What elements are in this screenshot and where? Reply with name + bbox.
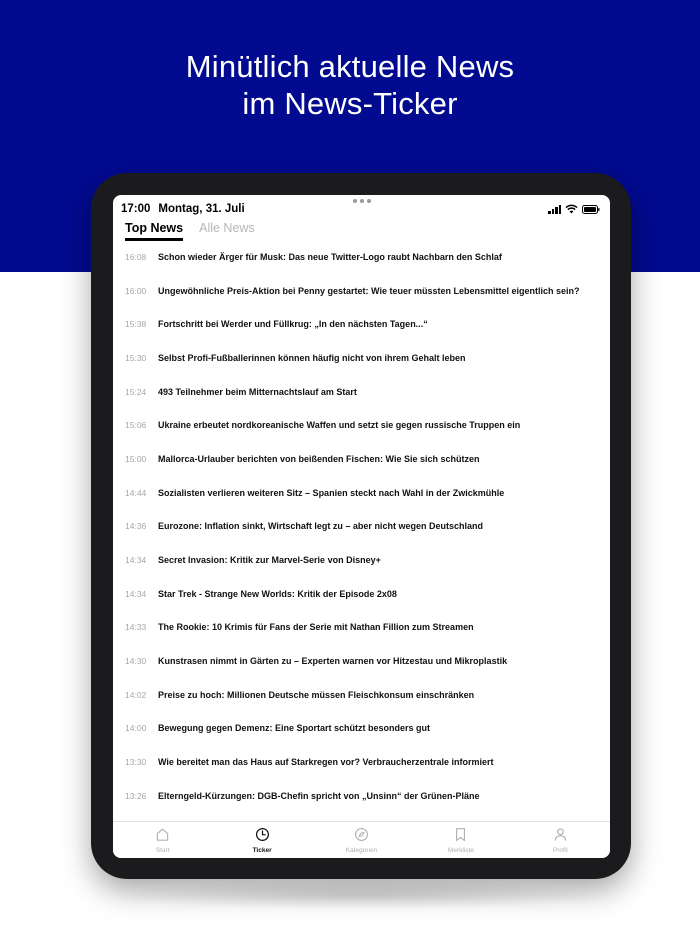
news-item[interactable] xyxy=(113,341,610,375)
news-list xyxy=(113,240,610,813)
news-item[interactable] xyxy=(113,678,610,712)
bookmark-icon xyxy=(453,827,468,842)
compass-icon xyxy=(354,827,369,842)
news-item[interactable] xyxy=(113,442,610,476)
tabbar-item-start[interactable] xyxy=(113,822,212,858)
tab-top-news[interactable]: Top News xyxy=(125,221,183,241)
news-time: 14:33 xyxy=(125,622,147,633)
tabbar-item-ticker[interactable] xyxy=(212,822,311,858)
news-time: 15:38 xyxy=(125,319,147,330)
news-item[interactable] xyxy=(113,307,610,341)
news-item[interactable] xyxy=(113,408,610,442)
news-item[interactable] xyxy=(113,779,610,813)
headline xyxy=(0,48,700,122)
headline-line-1: Minütlich aktuelle News xyxy=(185,49,515,84)
news-item[interactable] xyxy=(113,240,610,274)
tabbar-item-merkliste[interactable] xyxy=(411,822,510,858)
device-shadow xyxy=(110,880,610,910)
app-screen xyxy=(113,195,610,858)
news-time: 15:24 xyxy=(125,386,147,397)
news-tabs xyxy=(125,221,255,241)
bottom-tab-bar xyxy=(113,821,610,858)
news-title: The Rookie: 10 Krimis für Fans der Serie mit Nathan Fillion zum Streamen xyxy=(158,622,474,633)
news-title: Selbst Profi-Fußballerinnen können häufig nicht von ihrem Gehalt leben xyxy=(158,352,466,363)
news-title: 493 Teilnehmer beim Mitternachtslauf am Start xyxy=(158,386,357,397)
news-time: 16:08 xyxy=(125,251,147,262)
news-item[interactable] xyxy=(113,543,610,577)
tabbar-label: Start xyxy=(155,847,170,854)
news-title: Mallorca-Urlauber berichten von beißenden Fischen: Wie Sie sich schützen xyxy=(158,453,480,464)
news-item[interactable] xyxy=(113,611,610,645)
news-time: 14:34 xyxy=(125,588,147,599)
news-title: Secret Invasion: Kritik zur Marvel-Serie von Disney+ xyxy=(158,555,381,566)
news-title: Schon wieder Ärger für Musk: Das neue Twitter-Logo raubt Nachbarn den Schlaf xyxy=(158,251,502,262)
tabbar-item-kategorien[interactable] xyxy=(312,822,411,858)
tabbar-label: Kategorien xyxy=(345,847,378,854)
tab-alle-news[interactable]: Alle News xyxy=(199,221,255,235)
tabbar-label: Profil xyxy=(552,847,568,854)
news-title: Eurozone: Inflation sinkt, Wirtschaft legt zu – aber nicht wegen Deutschland xyxy=(158,521,483,532)
news-title: Kunstrasen nimmt in Gärten zu – Experten warnen vor Hitzestau und Mikroplastik xyxy=(158,656,508,667)
news-title: Bewegung gegen Demenz: Eine Sportart schützt besonders gut xyxy=(158,723,431,734)
status-time: 17:00 xyxy=(121,203,151,215)
news-title: Elterngeld-Kürzungen: DGB-Chefin spricht von „Unsinn“ der Grünen-Pläne xyxy=(158,790,480,801)
news-title: Ungewöhnliche Preis-Aktion bei Penny gestartet: Wie teuer müssten Lebensmittel eigentlich sein? xyxy=(158,285,580,296)
news-time: 14:36 xyxy=(125,521,147,532)
news-title: Ukraine erbeutet nordkoreanische Waffen und setzt sie gegen russische Truppen ein xyxy=(158,420,521,431)
battery-icon xyxy=(582,205,600,214)
news-time: 15:00 xyxy=(125,453,147,464)
status-bar xyxy=(121,202,600,216)
tabbar-label: Merkliste xyxy=(447,847,474,854)
tabbar-item-profil[interactable] xyxy=(511,822,610,858)
person-icon xyxy=(553,827,568,842)
news-title: Fortschritt bei Werder und Füllkrug: „In den nächsten Tagen...“ xyxy=(158,319,428,330)
news-item[interactable] xyxy=(113,577,610,611)
news-time: 13:30 xyxy=(125,757,147,768)
news-item[interactable] xyxy=(113,712,610,746)
news-item[interactable] xyxy=(113,375,610,409)
status-date: Montag, 31. Juli xyxy=(158,203,245,215)
wifi-icon xyxy=(565,204,578,214)
news-title: Preise zu hoch: Millionen Deutsche müssen Fleischkonsum einschränken xyxy=(158,689,475,700)
home-icon xyxy=(155,827,170,842)
news-title: Sozialisten verlieren weiteren Sitz – Spanien steckt nach Wahl in der Zwickmühle xyxy=(158,487,505,498)
status-icons xyxy=(548,204,600,214)
news-time: 15:30 xyxy=(125,352,147,363)
news-time: 16:00 xyxy=(125,285,147,296)
news-time: 14:44 xyxy=(125,487,147,498)
news-time: 14:00 xyxy=(125,723,147,734)
news-item[interactable] xyxy=(113,745,610,779)
clock-icon xyxy=(255,827,270,842)
cellular-signal-icon xyxy=(548,205,561,214)
news-item[interactable] xyxy=(113,644,610,678)
news-title: Star Trek - Strange New Worlds: Kritik der Episode 2x08 xyxy=(158,588,397,599)
headline-line-2: im News-Ticker xyxy=(242,86,458,121)
news-item[interactable] xyxy=(113,476,610,510)
news-time: 14:30 xyxy=(125,656,147,667)
tabbar-label: Ticker xyxy=(252,847,272,854)
news-time: 14:34 xyxy=(125,555,147,566)
news-time: 15:06 xyxy=(125,420,147,431)
news-item[interactable] xyxy=(113,274,610,308)
news-title: Wie bereitet man das Haus auf Starkregen vor? Verbraucherzentrale informiert xyxy=(158,757,494,768)
news-time: 13:26 xyxy=(125,790,147,801)
news-item[interactable] xyxy=(113,510,610,544)
news-time: 14:02 xyxy=(125,689,147,700)
